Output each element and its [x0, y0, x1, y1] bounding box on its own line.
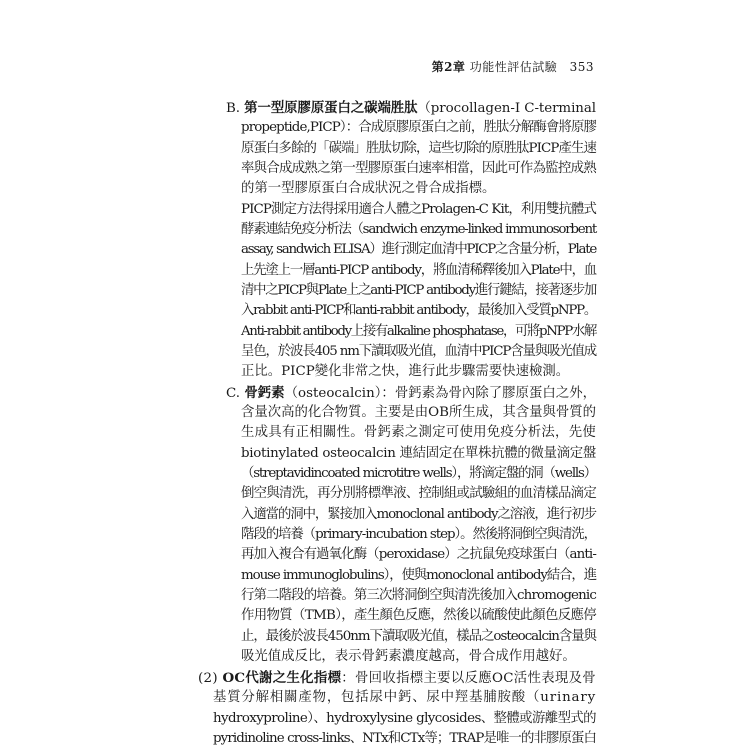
- text-line: [213, 710, 596, 728]
- text-span: 入適當的洞中，緊接加入monoclonal antibody之溶液，進行初步: [241, 507, 596, 522]
- text-span: B.: [226, 101, 245, 116]
- text-line: [241, 262, 596, 280]
- text-span: （streptavidincoated microtitre wells），將滴定盤的洞（wells）: [241, 466, 596, 481]
- text-span: 正比。PICP變化非常之快，進行此步驟需要快速檢測。: [241, 364, 570, 379]
- text-line: [241, 282, 596, 300]
- chapter-title: 功能性評估試驗: [469, 60, 558, 74]
- text-span: 行第二階段的培養。第三次將洞倒空與清洗後加入chromogenic: [241, 588, 596, 603]
- text-span: (2): [198, 671, 223, 686]
- text-line: [241, 363, 569, 381]
- text-line: [241, 445, 596, 463]
- text-line: [241, 119, 596, 137]
- text-line: [198, 669, 596, 688]
- text-line: [241, 546, 596, 564]
- page-number: 353: [569, 60, 594, 74]
- text-line: [241, 180, 495, 198]
- heading-term: OC代謝之生化指標: [222, 670, 342, 686]
- text-span: 清中之PICP與Plate上之anti-PICP antibody進行鍵結，接著逐步加: [241, 283, 596, 298]
- text-span: pyridinoline cross-links、NTx和CTx等；TRAP是唯一的非膠原蛋白: [213, 731, 596, 746]
- text-span: 止，最後於波長450nm下讀取吸光值，樣品之osteocalcin含量與: [241, 629, 596, 644]
- text-span: ：骨回收指標主要以反應OC活性表現及骨: [341, 671, 596, 686]
- text-span: 酵素連結免疫分析法（sandwich enzyme-linked immunosorbent: [241, 222, 596, 237]
- text-span: mouse immunoglobulins），使與monoclonal antibody結合，進: [241, 568, 596, 583]
- text-line: [241, 648, 576, 666]
- text-span: 基質分解相關產物，包括尿中鈣、尿中羥基脯胺酸（urinary: [213, 690, 596, 705]
- text-span: 入rabbit anti-PICP和anti-rabbit antibody，最後加入受質pNPP。: [241, 303, 596, 318]
- text-line: [241, 424, 596, 442]
- text-line: [241, 465, 596, 483]
- text-line: [241, 485, 596, 503]
- text-line: [241, 221, 596, 239]
- heading-term: 第一型原膠原蛋白之碳端胜肽: [244, 100, 418, 116]
- text-line: [241, 241, 596, 259]
- text-span: assay, sandwich ELISA）進行測定血清中PICP之含量分析，Plate: [241, 242, 596, 257]
- text-span: 吸光值成反比，表示骨鈣素濃度越高，骨合成作用越好。: [241, 649, 576, 664]
- text-line: [241, 323, 596, 341]
- text-line: [241, 567, 596, 585]
- heading-term: 骨鈣素: [244, 385, 285, 401]
- text-span: 上先塗上一層anti-PICP antibody，將血清稀釋後加入Plate中，血: [241, 263, 596, 278]
- running-header: [432, 58, 594, 75]
- text-line: [241, 526, 596, 544]
- text-line: [226, 99, 596, 118]
- text-line: [213, 730, 596, 748]
- text-line: [241, 302, 596, 320]
- text-span: hydroxyproline）、hydroxylysine glycosides、整體或游離型式的: [213, 711, 596, 726]
- text-line: [241, 628, 596, 646]
- text-span: 原蛋白多餘的「碳端」胜肽切除，這些切除的原胜肽PICP產生速: [241, 141, 596, 156]
- text-line: [241, 140, 596, 158]
- text-span: 含量次高的化合物質。主要是由OB所生成，其含量與骨質的: [241, 405, 596, 420]
- text-line: [241, 160, 596, 178]
- text-span: 倒空與清洗，再分別將標準液、控制組或試驗組的血清樣品滴定: [241, 486, 596, 501]
- text-span: 生成具有正相關性。骨鈣素之測定可使用免疫分析法，先使: [241, 425, 596, 440]
- text-span: 作用物質（TMB），產生顏色反應，然後以硫酸使此顏色反應停: [241, 608, 596, 623]
- text-span: biotinylated osteocalcin 連結固定在單株抗體的微量滴定盤: [241, 446, 596, 461]
- text-span: （procollagen-I C-terminal: [417, 101, 596, 116]
- text-span: Anti-rabbit antibody上接有alkaline phosphatase，可將pNPP水解: [241, 324, 596, 339]
- text-span: 的第一型膠原蛋白合成狀況之骨合成指標。: [241, 181, 496, 196]
- text-span: （osteocalcin）：骨鈣素為骨內除了膠原蛋白之外，: [284, 386, 597, 401]
- chapter-label: 第2章: [431, 60, 466, 74]
- text-span: 階段的培養（primary-incubation step）。然後將洞倒空與清洗，: [241, 527, 596, 542]
- text-line: [241, 506, 596, 524]
- text-span: C.: [226, 386, 245, 401]
- text-span: 再加入複合有過氧化酶（peroxidase）之抗鼠免疫球蛋白（anti-: [241, 547, 596, 562]
- text-line: [241, 607, 596, 625]
- text-span: 呈色，於波長405 nm下讀取吸光值，血清中PICP含量與吸光值成: [241, 344, 596, 359]
- text-span: 率與合成成熟之第一型膠原蛋白速率相當，因此可作為監控成熟: [241, 161, 596, 176]
- text-line: [241, 587, 596, 605]
- text-line: [241, 404, 596, 422]
- text-line: [226, 384, 596, 403]
- text-line: [213, 689, 596, 707]
- text-span: propeptide,PICP）：合成原膠原蛋白之前，胜肽分解酶會將原膠: [241, 120, 596, 135]
- text-line: [241, 343, 596, 361]
- text-line: [241, 201, 596, 219]
- text-span: PICP測定方法得採用適合人體之Prolagen-C Kit，利用雙抗體式: [241, 202, 596, 217]
